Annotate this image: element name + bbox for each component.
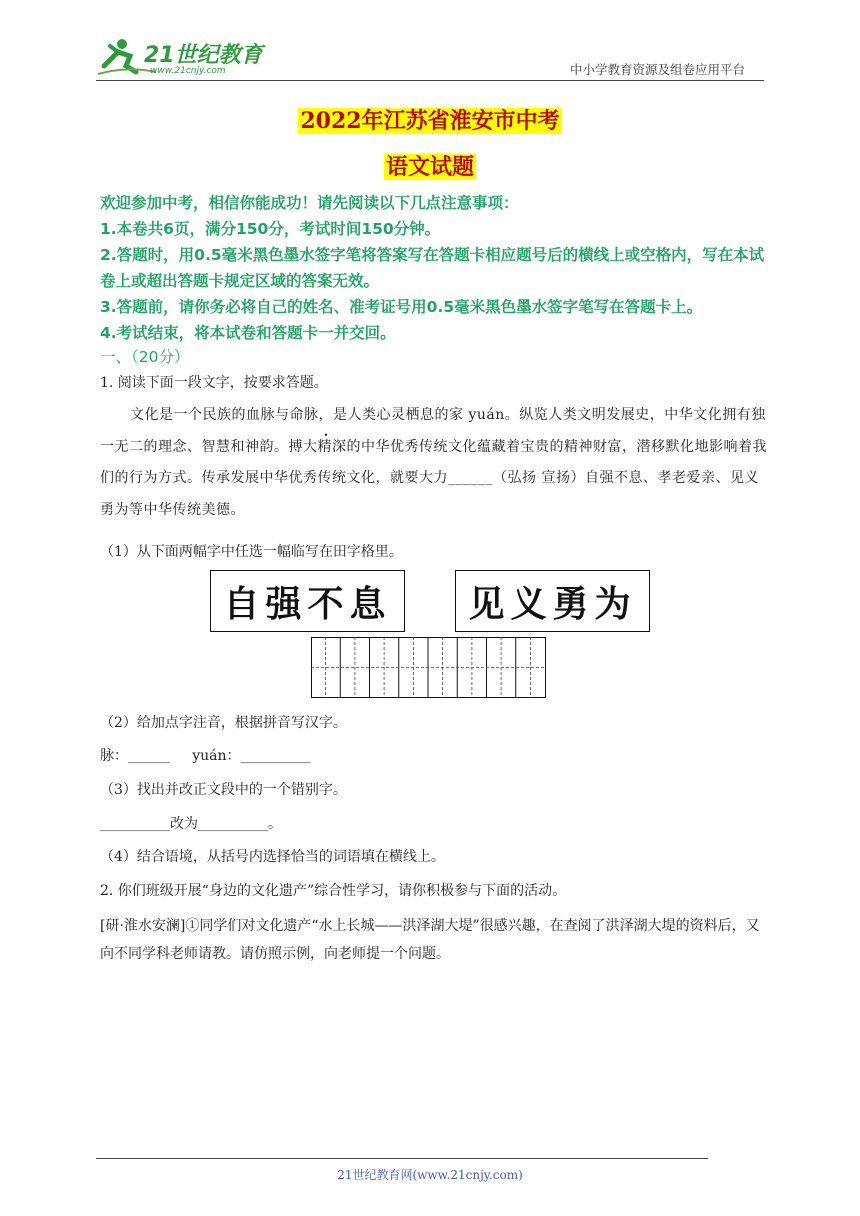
notice-line: 1.本卷共6页，满分150分，考试时间150分钟。 (100, 220, 441, 238)
notice-line: 4.考试结束，将本试卷和答题卡一并交回。 (100, 324, 396, 342)
q2-text: [研·淮水安澜]①同学们对文化遗产“水上长城——洪泽湖大堤”很感兴趣，在查阅了洪泽湖大堤的资料后，又向不同学科老师请教。请仿照示例，向老师提一个问题。 (100, 918, 760, 962)
header-platform-text: 中小学教育资源及组卷应用平台 (570, 62, 746, 77)
logo-url: www.21cnjy.com (150, 66, 226, 76)
q1-prompt: 1. 阅读下面一段文字，按要求答题。 (100, 375, 328, 391)
q1-sub3-answer[interactable]: __________改为__________。 (100, 816, 282, 832)
footer-divider (96, 1158, 708, 1159)
q1-passage: 文化是一个民族的血脉与命脉，是人类心灵栖息的家 yuán。纵览人类文明发展史，中华文化拥有独一无二的理念、智慧和神韵。搏大精深的中华优秀传统文化蕴藏着宝贵的精神财富，潜移默化地影响着我们的行为方式。传承发展中华优秀传统文化，就要大力______（弘扬 宣扬）自强不息、孝老爱亲、见义勇为等中华传统美德。 (100, 407, 767, 518)
q1-sub2-answer[interactable]: 脉：______ yuán：__________ (100, 748, 311, 764)
notice-block (100, 190, 770, 346)
q2-prompt: 2. 你们班级开展“身边的文化遗产”综合性学习，请你积极参与下面的活动。 (100, 883, 567, 899)
site-logo (96, 36, 266, 80)
q1-sub3: （3）找出并改正文段中的一个错别字。 (100, 782, 347, 798)
tianzige-grid[interactable] (311, 637, 547, 699)
notice-line: 3.答题前，请你务必将自己的姓名、准考证号用0.5毫米黑色墨水签字笔写在答题卡上。 (100, 298, 703, 316)
footer-text: 21世纪教育网(www.21cnjy.com) (337, 1168, 523, 1182)
section-heading: 一、（20分） (100, 348, 190, 366)
notice-line: 欢迎参加中考，相信你能成功！请先阅读以下几点注意事项： (100, 194, 519, 212)
dotted-char: 脉 (304, 407, 319, 423)
exam-title: 2022年江苏省淮安市中考 (300, 108, 560, 134)
calligraphy-sample-1: 自强不息 (210, 570, 405, 632)
q1-sub2: （2）给加点字注音，根据拼音写汉字。 (100, 715, 347, 731)
notice-line: 2.答题时，用0.5毫米黑色墨水签字笔将答案写在答题卡相应题号后的横线上或空格内，写在本试卷上或超出答题卡规定区域的答案无效。 (100, 246, 765, 290)
q1-sub4: （4）结合语境，从括号内选择恰当的词语填在横线上。 (100, 849, 445, 865)
header-divider (96, 80, 764, 81)
exam-subtitle: 语文试题 (385, 154, 474, 180)
logo-text: 21世纪教育 (144, 43, 263, 68)
calligraphy-sample-2: 见义勇为 (455, 570, 650, 632)
q1-sub1: （1）从下面两幅字中任选一幅临写在田字格里。 (100, 544, 403, 560)
